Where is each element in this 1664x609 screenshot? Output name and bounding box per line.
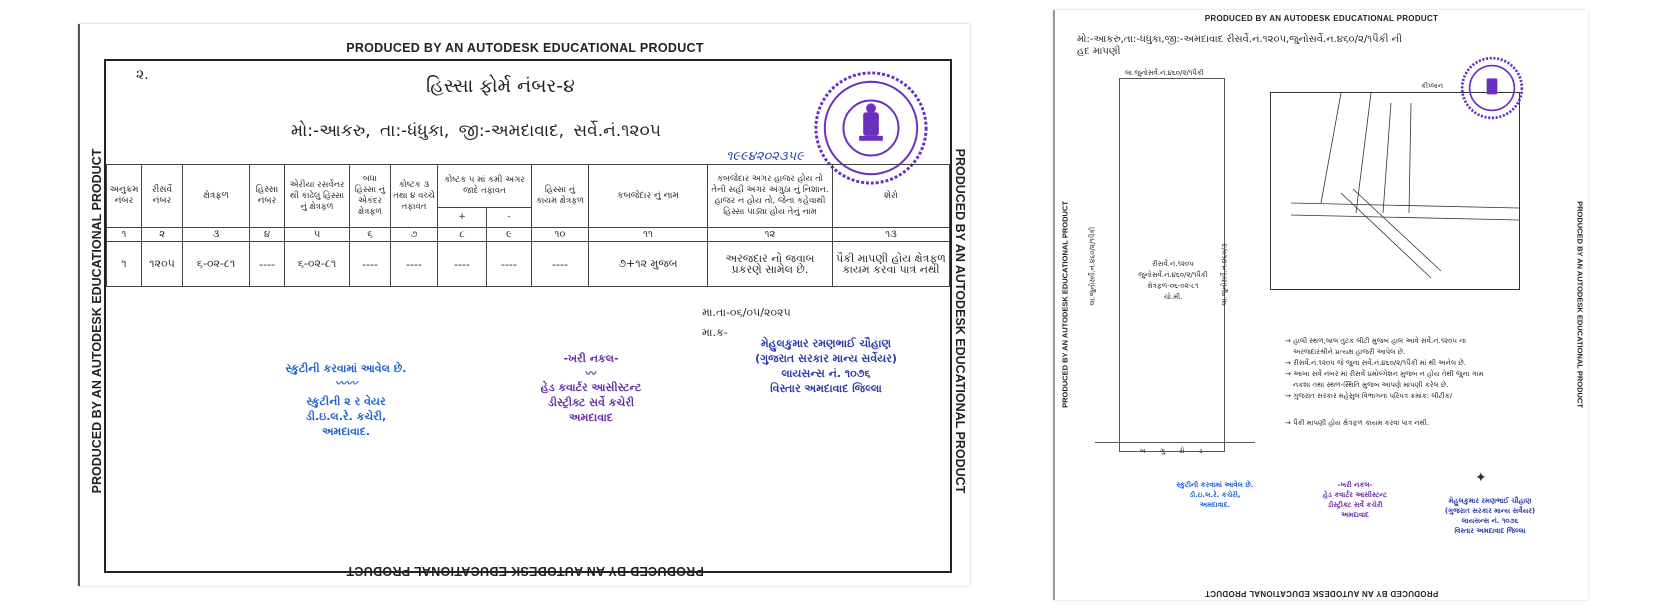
table-cell: ---- — [438, 242, 487, 287]
scrutiny-stamp — [1155, 480, 1275, 510]
col-number: ૭ — [391, 228, 438, 242]
plot-info-line: ક્ષેત્રફળ-૦૬-૦૨-૮૧ ચો.મી. — [1147, 282, 1199, 301]
watermark-right: PRODUCED BY AN AUTODESK EDUCATIONAL PRODUCT — [953, 148, 967, 494]
stamp-line: વિસ્તાર અમદાવાદ જિલ્લા — [770, 382, 882, 395]
col-number: ૪ — [250, 228, 285, 242]
watermark-right: PRODUCED BY AN AUTODESK EDUCATIONAL PRODUCT — [1575, 201, 1585, 408]
col-number: ૧૦ — [532, 228, 589, 242]
plot-info — [1138, 259, 1208, 303]
stamp-line: ડીસ્ટ્રીક્ટ સર્વે કચેરી — [547, 396, 635, 409]
watermark-left: PRODUCED BY AN AUTODESK EDUCATIONAL PRODUCT — [90, 148, 104, 494]
map-header-line1: મો:-આકરુ,તા:-ધંધુકા,જી:-અમદાવાદ રીસર્વે.નં.૧૨૦૫,જુનોસર્વે.નં.૪૬૦/૨/૧પૈકી ની — [1077, 34, 1402, 45]
surveyor-stamp — [1425, 496, 1555, 536]
table-cell: ૧ — [107, 242, 142, 287]
note-line: → પૈકી માપણી હોય ક્ષેત્રફળ કાયમ કરવા પાત્ર નથી. — [1285, 419, 1430, 427]
road-line — [1095, 442, 1255, 443]
stamp-line: મેહુલકુમાર રમણભાઈ ચૌહાણ — [1448, 497, 1532, 505]
map-notes — [1285, 336, 1555, 429]
col-subheader: + — [438, 208, 487, 228]
col-header: કોષ્ટક ૩ તથા ૪ વચ્ચે તફાવત — [391, 165, 438, 228]
col-number: ૧ — [107, 228, 142, 242]
stamp-line: અમદાવાદ — [1341, 511, 1369, 519]
form-title: હિસ્સા ફોર્મ નંબર-૪ — [426, 75, 575, 97]
note-line: → આખા સર્વે નંબર માં રીસર્વે પ્રમોલ્ગેશન મુજબ ન હોય તેથી જુના ગામ — [1285, 370, 1484, 378]
keyplan-box — [1270, 82, 1520, 290]
stamp-line: હેડ કવાર્ટર આસીસ્ટન્ટ — [540, 381, 642, 394]
stamp-line: અમદાવાદ. — [1199, 501, 1231, 509]
col-number: ૫ — [285, 228, 350, 242]
date-value: મા.તા-૦૬/૦૫/૨૦૨૫ — [702, 306, 791, 319]
table-cell: ૭+૧૨ મુજબ — [589, 242, 708, 287]
table-cell: પૈકી માપણી હોય ક્ષેત્રફળ કાયમ કરવા પાત્ર નથી — [833, 242, 950, 287]
col-number: ૧૧ — [589, 228, 708, 242]
stamp-line: સ્કુટીની ૨ ર વેયર — [306, 395, 386, 408]
map-header-line2: હદ માપણી — [1077, 46, 1121, 57]
location-line: મો:-આકરુ, તા:-ધંધુકા, જી:-અમદાવાદ, સર્વે.નં.૧૨૦૫ — [291, 121, 661, 141]
col-header: કોષ્ટક ૫ માં કમી અગર જાદે તફાવત — [438, 165, 532, 208]
col-header: ક્ષેત્રફળ — [183, 165, 250, 228]
note-line: નકશા તથા સ્થળ-સ્થિતિ મુજબ આપણે માપણી કરેલ છે. — [1293, 381, 1449, 389]
table-cell: ---- — [250, 242, 285, 287]
col-header: રીસર્વે નંબર — [142, 165, 183, 228]
col-header: શેરો — [833, 165, 950, 228]
plot-right-label: લા.જુનોસર્વે.નં.૪૬૦/૩ — [1220, 243, 1229, 306]
plot-info-line: જુનોસર્વે.નં.૪૬૦/૨/૧પૈકી — [1138, 271, 1208, 279]
table-cell: ૬-૦૨-૮૧ — [183, 242, 250, 287]
form-frame — [104, 59, 952, 573]
stamp-line: ડીસ્ટ્રીક્ટ સર્વે કચેરી — [1327, 501, 1383, 509]
scrutiny-stamp — [256, 361, 436, 439]
col-header: હિસ્સા નું કાયમ ક્ષેત્રફળ — [532, 165, 589, 228]
stamp-line: સ્કુટીની કરવામાં આવેલ છે. — [285, 362, 407, 375]
keyplan-label: કીપ્લાન — [1421, 82, 1444, 90]
col-header: એરીયા રસર્વેનર થી કાઢેલુ હિસ્સા નું ક્ષેત્રફળ — [285, 165, 350, 228]
keyplan-sketch — [1271, 93, 1519, 289]
stamp-line: લાયસન્સ નં. ૧૦૭૬ — [781, 367, 871, 380]
plot-info-line: રીસર્વે.નં.૧૨૦૫ — [1152, 260, 1194, 268]
table-row — [107, 242, 950, 287]
watermark-bottom: PRODUCED BY AN AUTODESK EDUCATIONAL PRODUCT — [346, 564, 704, 578]
stamp-line: હેડ કવાર્ટર આસીસ્ટન્ટ — [1322, 491, 1388, 499]
stamp-line: વિસ્તાર અમદાવાદ જિલ્લા — [1454, 527, 1526, 535]
table-cell: ૧૨૦૫ — [142, 242, 183, 287]
road-label: બ ગુ રો ડ — [1140, 447, 1209, 455]
table-header-row — [107, 165, 950, 208]
col-header: કબજેદાર અગર હાજર હોય તો તેની સહી અગર અંગુઠા નું નિશાન. હાજર ન હોય તો, જેના કહેવાથી હિસ્સા પાડ્યા હોય તેનું નામ — [708, 165, 833, 228]
date-line — [702, 306, 791, 320]
hissa-form-document — [78, 24, 970, 586]
col-number: ૯ — [487, 228, 532, 242]
col-header: અનુક્રમ નંબર — [107, 165, 142, 228]
stamp-line: ડી.ઇ.લ.રે. કચેરી, — [1189, 491, 1241, 499]
note-line: → ગુજરાત સરકાર મહેસુલ વિભાગના પરિપત્ર ક્રમાંક: લીટીક/ — [1285, 392, 1453, 400]
signature-mark: 〰〰 — [335, 377, 357, 390]
table-cell: ---- — [487, 242, 532, 287]
surveyor-stamp — [736, 336, 916, 396]
stamp-line: અમદાવાદ — [569, 411, 613, 424]
col-number: ૧૨ — [708, 228, 833, 242]
true-copy-stamp — [516, 351, 666, 425]
col-number: ૮ — [438, 228, 487, 242]
note-line: → હાલી સ્થળ,લાલ તુટક લીટી મુજબ હાલ આવે સર્વે.નં.૧૨૦૫ ના — [1285, 337, 1467, 345]
hissa-table — [106, 164, 950, 287]
table-cell: ૬-૦૨-૮૧ — [285, 242, 350, 287]
corner-mark: ૨. — [136, 67, 149, 83]
column-number-row — [107, 228, 950, 242]
col-subheader: - — [487, 208, 532, 228]
stamp-line: (ગુજરાત સરકાર માન્ય સર્વેયર) — [1444, 507, 1536, 515]
watermark-left: PRODUCED BY AN AUTODESK EDUCATIONAL PRODUCT — [1060, 201, 1070, 408]
stamp-line: -ખરી નકલ- — [563, 352, 619, 365]
plot-top-label: લા.જુનોસર્વે.નં.૪૬૦/૨/૧પૈકી — [1125, 69, 1204, 77]
watermark-top: PRODUCED BY AN AUTODESK EDUCATIONAL PRODUCT — [346, 41, 704, 55]
col-number: ૨ — [142, 228, 183, 242]
watermark-top: PRODUCED BY AN AUTODESK EDUCATIONAL PRODUCT — [1204, 14, 1439, 23]
header-signature: ૧૯૯૪૨૦૨૩૫૯ — [726, 149, 804, 164]
plot-left-label: લા.જુનોસર્વે.નં.૪૬૦/૨/૧પૈકી — [1088, 226, 1097, 306]
table-cell: ---- — [391, 242, 438, 287]
stamp-line: અમદાવાદ. — [321, 425, 371, 438]
stamp-line: લાયસન્સ નં. ૧૦૭૬ — [1461, 517, 1519, 525]
survey-map-document — [1053, 10, 1588, 600]
note-line: અરજદારશ્રીને પ્રત્યક્ષ હાજરી આપેલ છે. — [1293, 348, 1406, 356]
official-seal-icon — [1460, 56, 1524, 120]
stamp-line: મેહુલકુમાર રમણભાઈ ચૌહાણ — [760, 337, 892, 350]
table-cell: અરજદાર નો જવાબ પ્રકરણે સામેલ છે. — [708, 242, 833, 287]
col-header: કબજેદાર નું નામ — [589, 165, 708, 228]
stamp-line: -ખરી નકલ- — [1337, 481, 1373, 489]
col-number: ૬ — [350, 228, 391, 242]
col-header: બધા હિસ્સા નું એકંદર ક્ષેત્રફળ — [350, 165, 391, 228]
table-cell: ---- — [532, 242, 589, 287]
survey-plot — [1119, 78, 1225, 452]
col-header: હિસ્સા નંબર — [250, 165, 285, 228]
stamp-line: સ્કુટીની કરવામાં આવેલ છે. — [1176, 481, 1254, 489]
note-line: → રીસર્વે.નં.૧૨૦૫ જે જુના સર્વે.નં.૪૬૦/૨/૧પૈકી માં થી અનેલ છે. — [1285, 359, 1466, 367]
north-arrow-icon: ✦ — [1475, 470, 1487, 486]
stamp-line: (ગુજરાત સરકાર માન્ય સર્વેયર) — [755, 352, 897, 365]
stamp-line: ડી.ઇ.લ.રે. કચેરી, — [305, 410, 387, 423]
mak-line: મા.ક- — [702, 326, 728, 339]
watermark-bottom: PRODUCED BY AN AUTODESK EDUCATIONAL PRODUCT — [1204, 589, 1439, 598]
true-copy-stamp — [1300, 480, 1410, 520]
signature-mark: 〰 — [585, 367, 597, 380]
col-number: ૩ — [183, 228, 250, 242]
table-cell: ---- — [350, 242, 391, 287]
col-number: ૧૩ — [833, 228, 950, 242]
